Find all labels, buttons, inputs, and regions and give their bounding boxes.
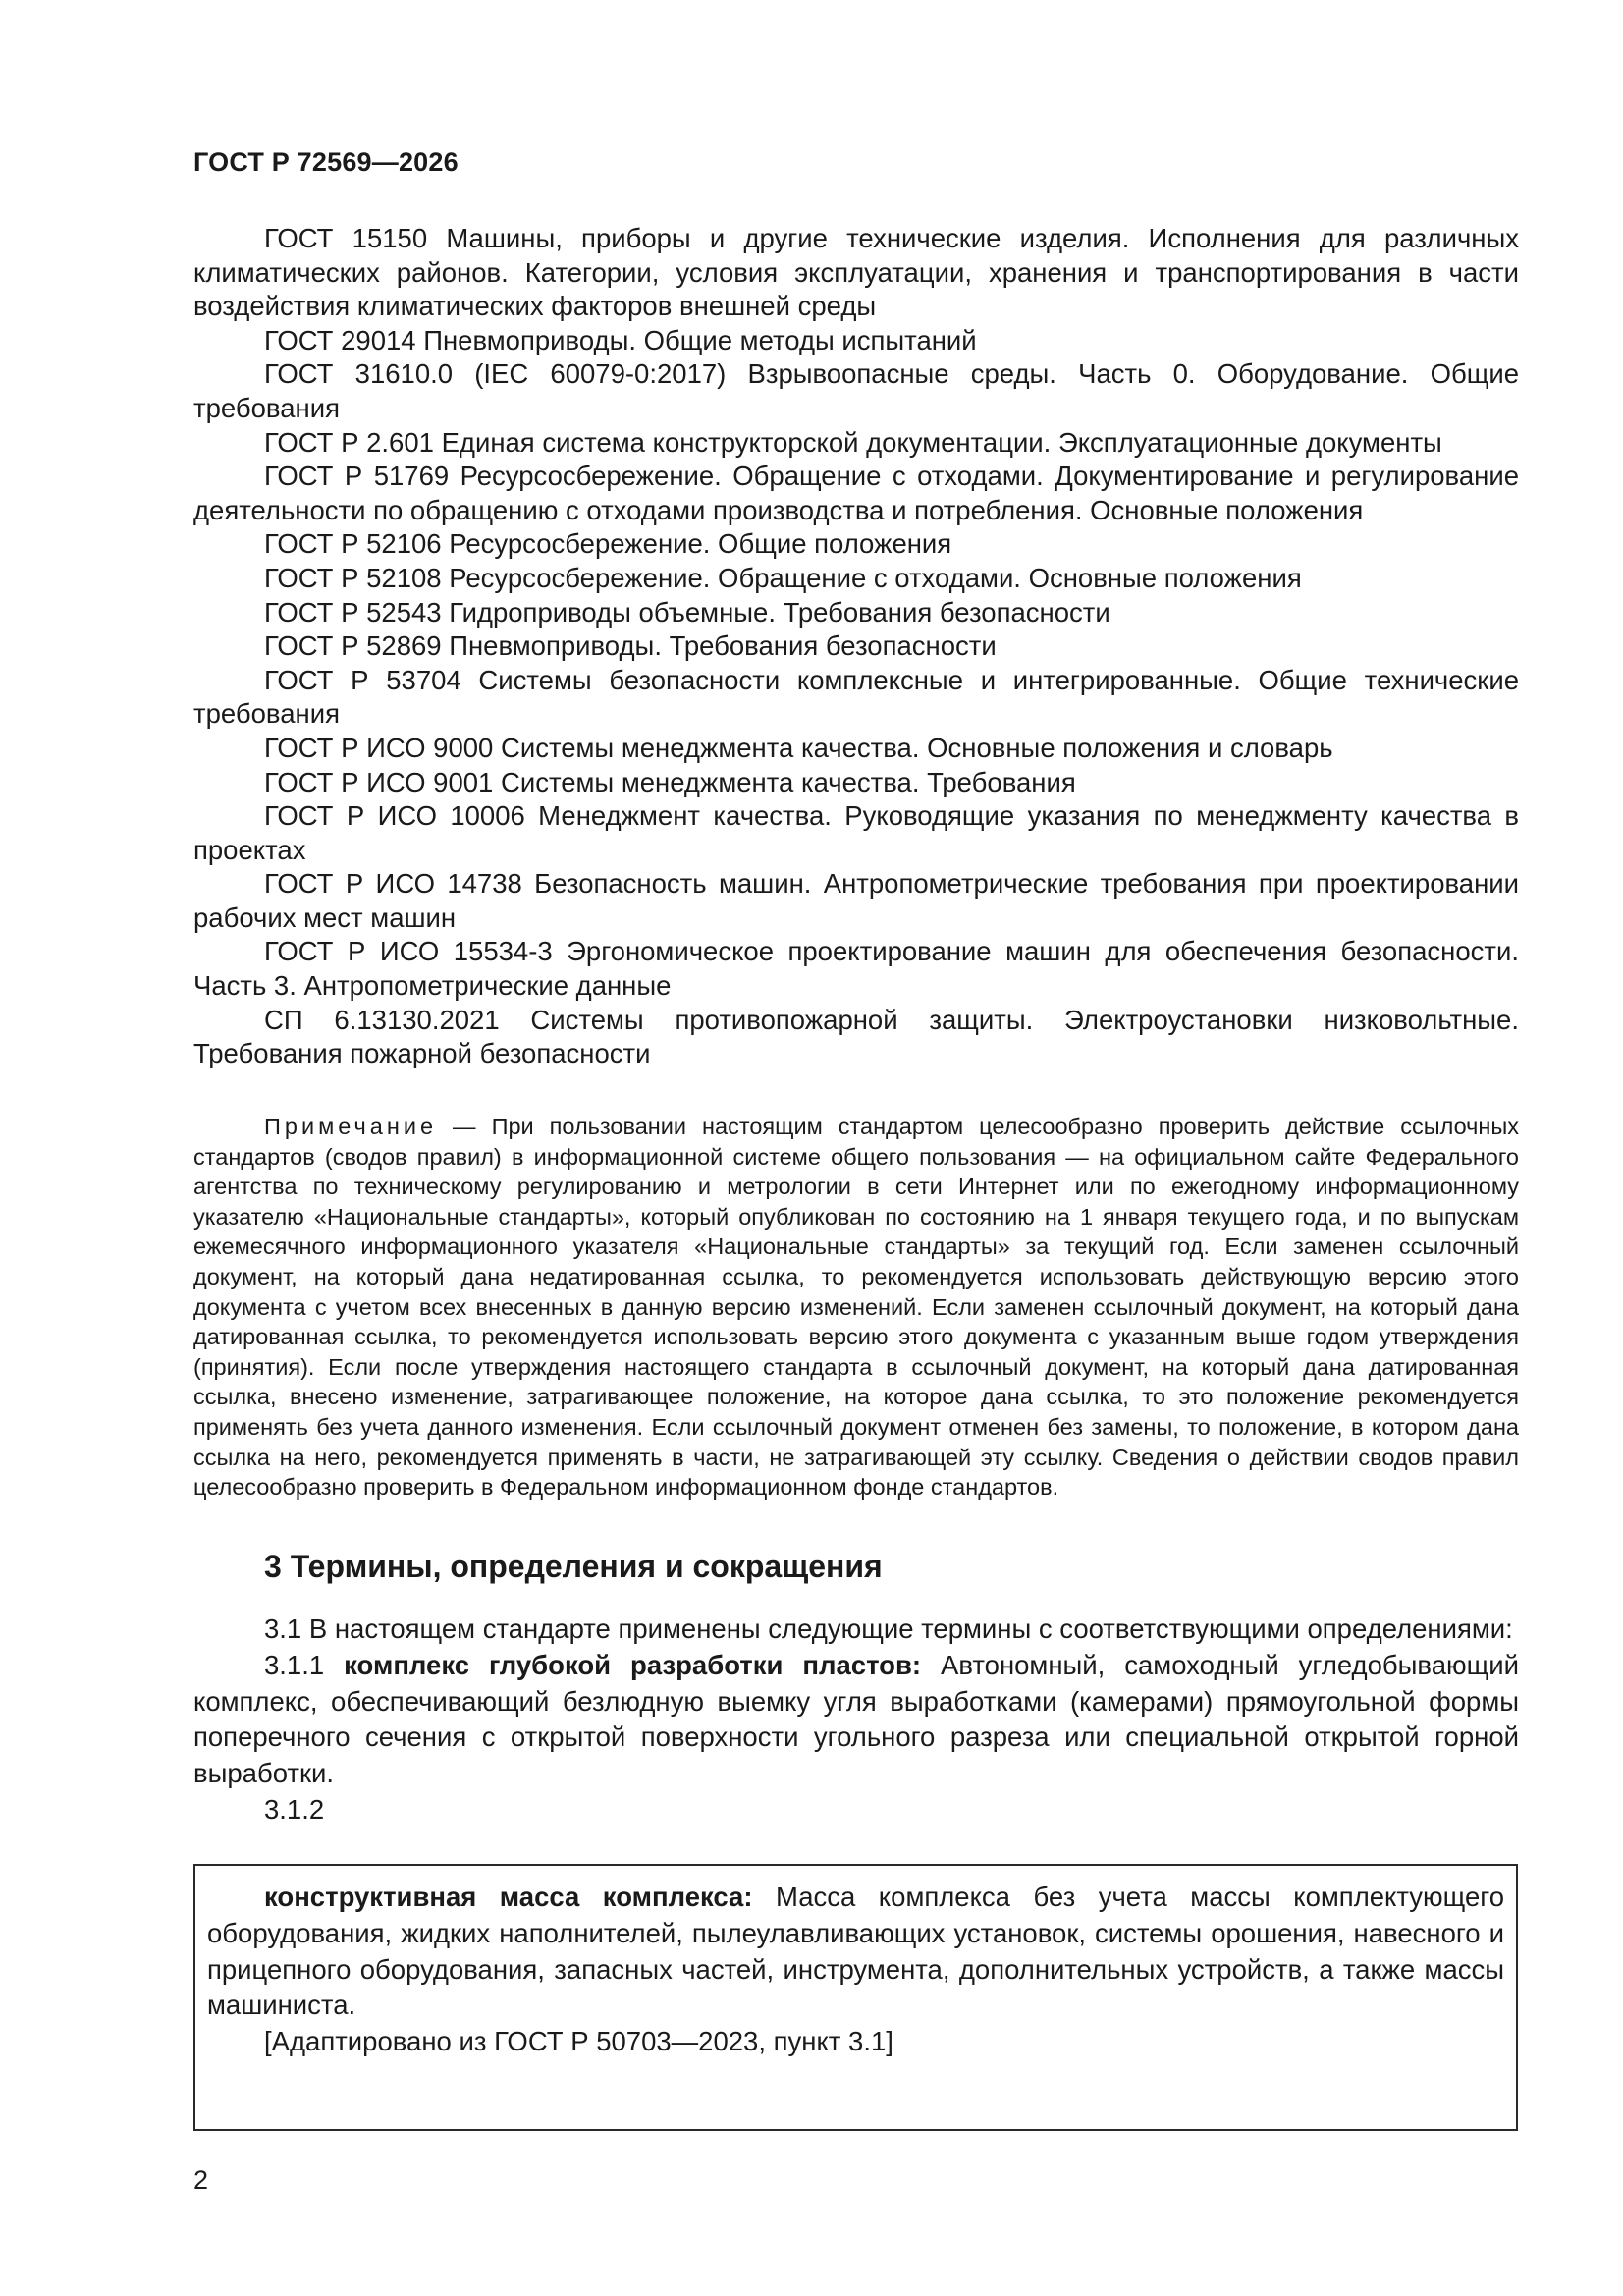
reference-item: ГОСТ 31610.0 (IEC 60079-0:2017) Взрывоопасные среды. Часть 0. Оборудование. Общие требования: [193, 358, 1519, 423]
term-source: [Адаптировано из ГОСТ Р 50703—2023, пункт 3.1]: [264, 2026, 893, 2057]
reference-item: ГОСТ Р 52106 Ресурсосбережение. Общие положения: [264, 528, 952, 560]
term-definition: Автономный, самоходный угледобывающий комплекс, обеспечивающий безлюдную выемку угля выработками (камерами) прямоугольной формы поперечного сечения с открытой поверхности угольного разреза или специальной открытой горной выработки.: [193, 1649, 1519, 1789]
reference-item: ГОСТ Р ИСО 15534-3 Эргономическое проектирование машин для обеспечения безопасности. Часть 3. Антропометрические данные: [193, 936, 1519, 1002]
reference-item: ГОСТ 15150 Машины, приборы и другие технические изделия. Исполнения для различных климатических районов. Категории, условия эксплуатации, хранения и транспортирования в части воздействия климатических факторов внешней среды: [193, 223, 1519, 322]
term-name: комплекс глубокой разработки пластов:: [344, 1649, 922, 1680]
page-number: 2: [193, 2165, 209, 2195]
term-definition-box: [193, 1864, 1518, 2131]
clause-3-1-2-number: 3.1.2: [264, 1793, 325, 1825]
reference-item: ГОСТ Р ИСО 9001 Системы менеджмента качества. Требования: [264, 766, 1076, 797]
reference-item: ГОСТ Р ИСО 10006 Менеджмент качества. Руководящие указания по менеджменту качества в проектах: [193, 800, 1519, 865]
section-heading: 3 Термины, определения и сокращения: [264, 1549, 883, 1584]
clause-number: 3.1.1: [264, 1649, 345, 1680]
normative-references-list: [193, 222, 1519, 1071]
clause-3-1-1: [193, 1648, 1519, 1792]
clause-3-1: 3.1 В настоящем стандарте применены следующие термины с соответствующими определениями:: [264, 1613, 1513, 1644]
reference-item: ГОСТ Р 52869 Пневмоприводы. Требования безопасности: [264, 630, 997, 662]
reference-item: ГОСТ Р 2.601 Единая система конструкторской документации. Эксплуатационные документы: [264, 426, 1442, 458]
reference-item: ГОСТ Р ИСО 14738 Безопасность машин. Антропометрические требования при проектировании рабочих мест машин: [193, 868, 1519, 933]
term-name: конструктивная масса комплекса:: [264, 1882, 753, 1912]
reference-item: ГОСТ Р ИСО 9000 Системы менеджмента качества. Основные положения и словарь: [264, 732, 1333, 763]
document-header: ГОСТ Р 72569—2026: [193, 147, 459, 177]
note-paragraph: [193, 1112, 1519, 1503]
reference-item: ГОСТ Р 52108 Ресурсосбережение. Обращение с отходами. Основные положения: [264, 562, 1302, 593]
boxed-term-paragraph: [207, 1880, 1504, 2024]
reference-item: ГОСТ Р 53704 Системы безопасности комплексные и интегрированные. Общие технические требования: [193, 664, 1519, 730]
reference-item: ГОСТ Р 51769 Ресурсосбережение. Обращение с отходами. Документирование и регулирование деятельности по обращению с отходами производства и потребления. Основные положения: [193, 461, 1519, 525]
note-label: Примечание: [264, 1114, 438, 1139]
reference-item: ГОСТ Р 52543 Гидроприводы объемные. Требования безопасности: [264, 596, 1110, 628]
note-text: — При пользовании настоящим стандартом целесообразно проверить действие ссылочных стандартов (сводов правил) в информационной системе общего пользования — на официальном сайте Федерального агентства по техническому регулированию и метрологии в сети Интернет или по ежегодному информационному указателю «Национальные стандарты», который опубликован по состоянию на 1 января текущего года, и по выпускам ежемесячного информационного указателя «Национальные стандарты» за текущий год. Если заменен ссылочный документ, на который дана недатированная ссылка, то рекомендуется использовать действующую версию этого документа с учетом всех внесенных в данную версию изменений. Если заменен ссылочный документ, на который дана датированная ссылка, то рекомендуется использовать версию этого документа с указанным выше годом утверждения (принятия). Если после утверждения настоящего стандарта в ссылочный документ, на который дана датированная ссылка, внесено изменение, затрагивающее положение, на которое дана ссылка, то это положение рекомендуется применять без учета данного изменения. Если ссылочный документ отменен без замены, то положение, в котором дана ссылка на него, рекомендуется применять в части, не затрагивающей эту ссылку. Сведения о действии сводов правил целесообразно проверить в Федеральном информационном фонде стандартов.: [193, 1114, 1519, 1501]
reference-item: ГОСТ 29014 Пневмоприводы. Общие методы испытаний: [264, 324, 977, 355]
terms-section: [193, 1612, 1519, 1829]
reference-item: СП 6.13130.2021 Системы противопожарной защиты. Электроустановки низковольтные. Требования пожарной безопасности: [193, 1004, 1519, 1069]
note-block: [193, 1112, 1519, 1503]
term-definition: Масса комплекса без учета массы комплектующего оборудования, жидких наполнителей, пылеулавливающих установок, системы орошения, навесного и прицепного оборудования, запасных частей, инструмента, дополнительных устройств, а также массы машиниста.: [207, 1882, 1504, 2021]
